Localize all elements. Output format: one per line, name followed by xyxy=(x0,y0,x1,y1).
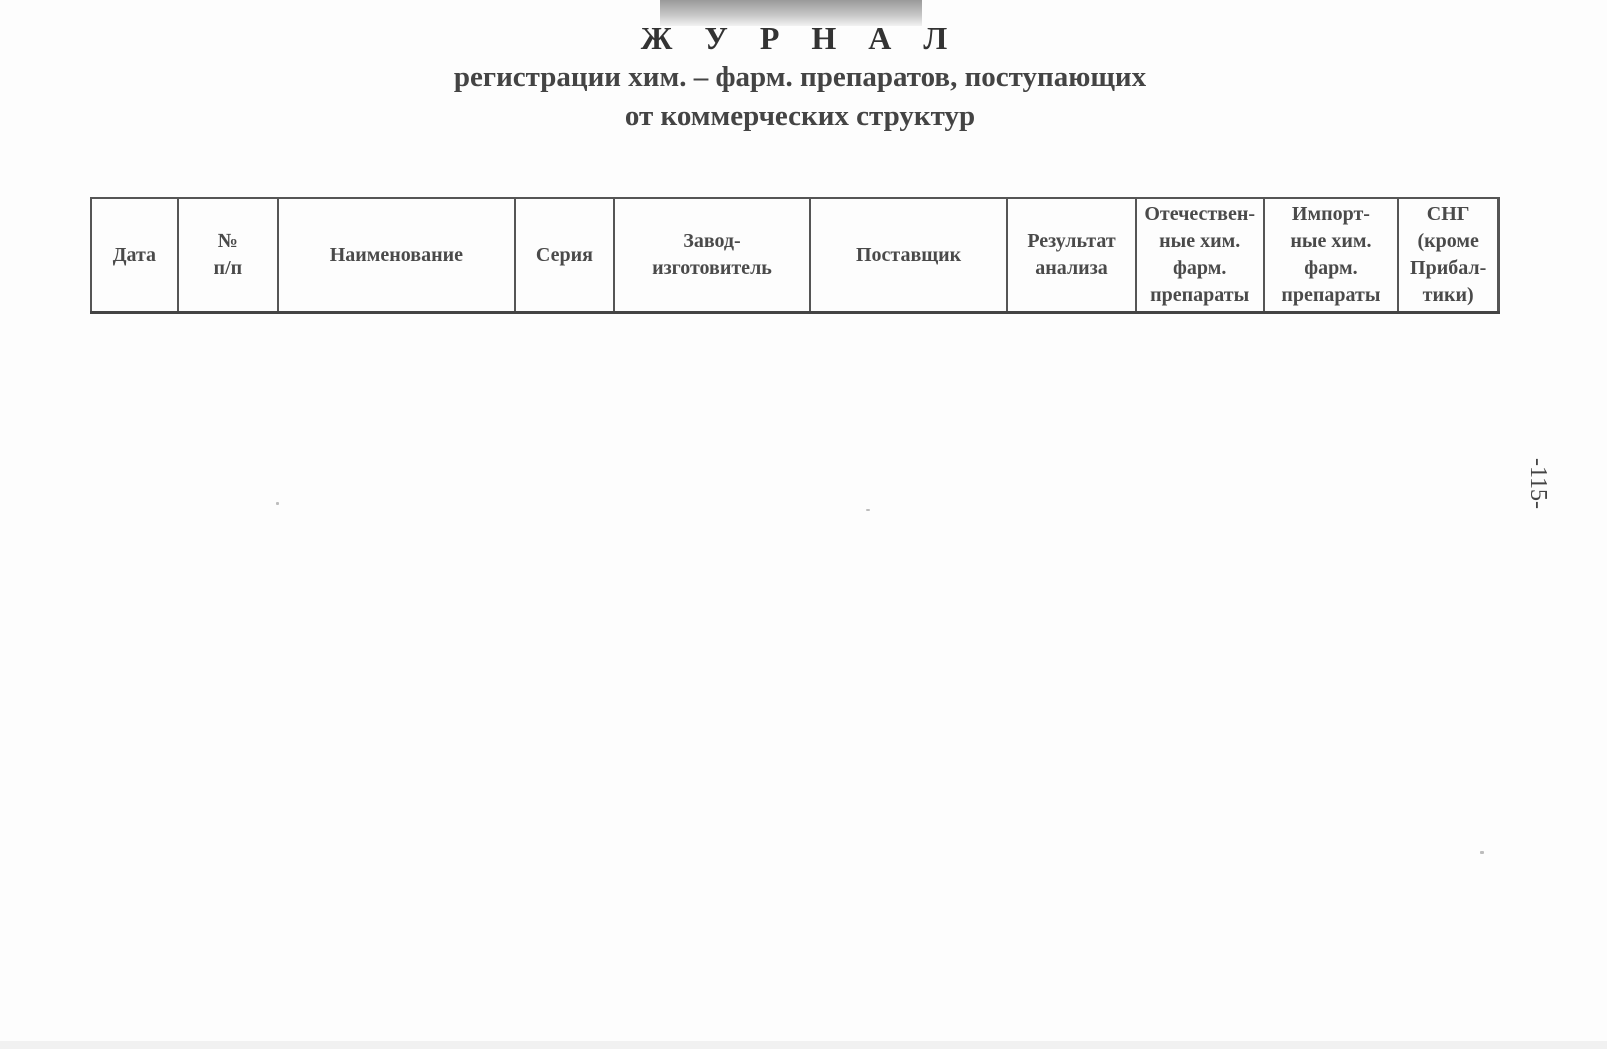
header-line: п/п xyxy=(213,257,243,279)
page-bottom-edge xyxy=(0,1041,1607,1049)
header-line: № xyxy=(217,230,238,252)
header-line: препараты xyxy=(1281,284,1381,306)
header-line: Серия xyxy=(535,243,593,266)
header-line: фарм. xyxy=(1304,257,1358,279)
scan-speck xyxy=(866,509,870,511)
header-line: (кроме xyxy=(1417,230,1479,252)
journal-subtitle-line-1: регистрации хим. – фарм. препаратов, поступающих xyxy=(453,61,1147,93)
scan-speck xyxy=(1480,851,1484,854)
header-line: препараты xyxy=(1150,284,1250,306)
scan-speck xyxy=(276,502,279,505)
header-analysis-result xyxy=(1007,198,1136,313)
header-domestic-drugs xyxy=(1136,198,1264,313)
header-line: Импорт- xyxy=(1291,203,1370,225)
journal-subtitle-line-2: от коммерческих структур xyxy=(624,100,976,132)
header-line: Прибал- xyxy=(1410,257,1487,279)
header-line: тики) xyxy=(1422,284,1474,306)
header-imported-drugs xyxy=(1264,198,1399,313)
header-supplier xyxy=(810,198,1007,313)
header-line: СНГ xyxy=(1426,203,1470,225)
header-cis xyxy=(1398,198,1498,313)
header-line: Результат xyxy=(1027,230,1116,252)
header-line: ные хим. xyxy=(1159,230,1241,252)
register-table xyxy=(90,197,1500,314)
header-line: Поставщик xyxy=(855,243,962,266)
header-line: анализа xyxy=(1035,257,1108,279)
header-line: изготовитель xyxy=(652,257,772,279)
header-date xyxy=(91,198,178,313)
header-name xyxy=(278,198,515,313)
table-header-row xyxy=(91,198,1499,313)
header-manufacturer xyxy=(614,198,810,313)
header-line: ные хим. xyxy=(1290,230,1372,252)
header-number xyxy=(178,198,278,313)
header-line: Наименование xyxy=(329,243,464,266)
header-line: Дата xyxy=(112,243,157,266)
header-line: Отечествен- xyxy=(1144,203,1256,225)
header-line: фарм. xyxy=(1173,257,1227,279)
document-header xyxy=(300,18,1300,136)
header-line: Завод- xyxy=(683,230,741,252)
journal-title: Ж У Р Н А Л xyxy=(640,20,960,56)
header-series xyxy=(515,198,614,313)
page-number: -115- xyxy=(1525,457,1552,510)
